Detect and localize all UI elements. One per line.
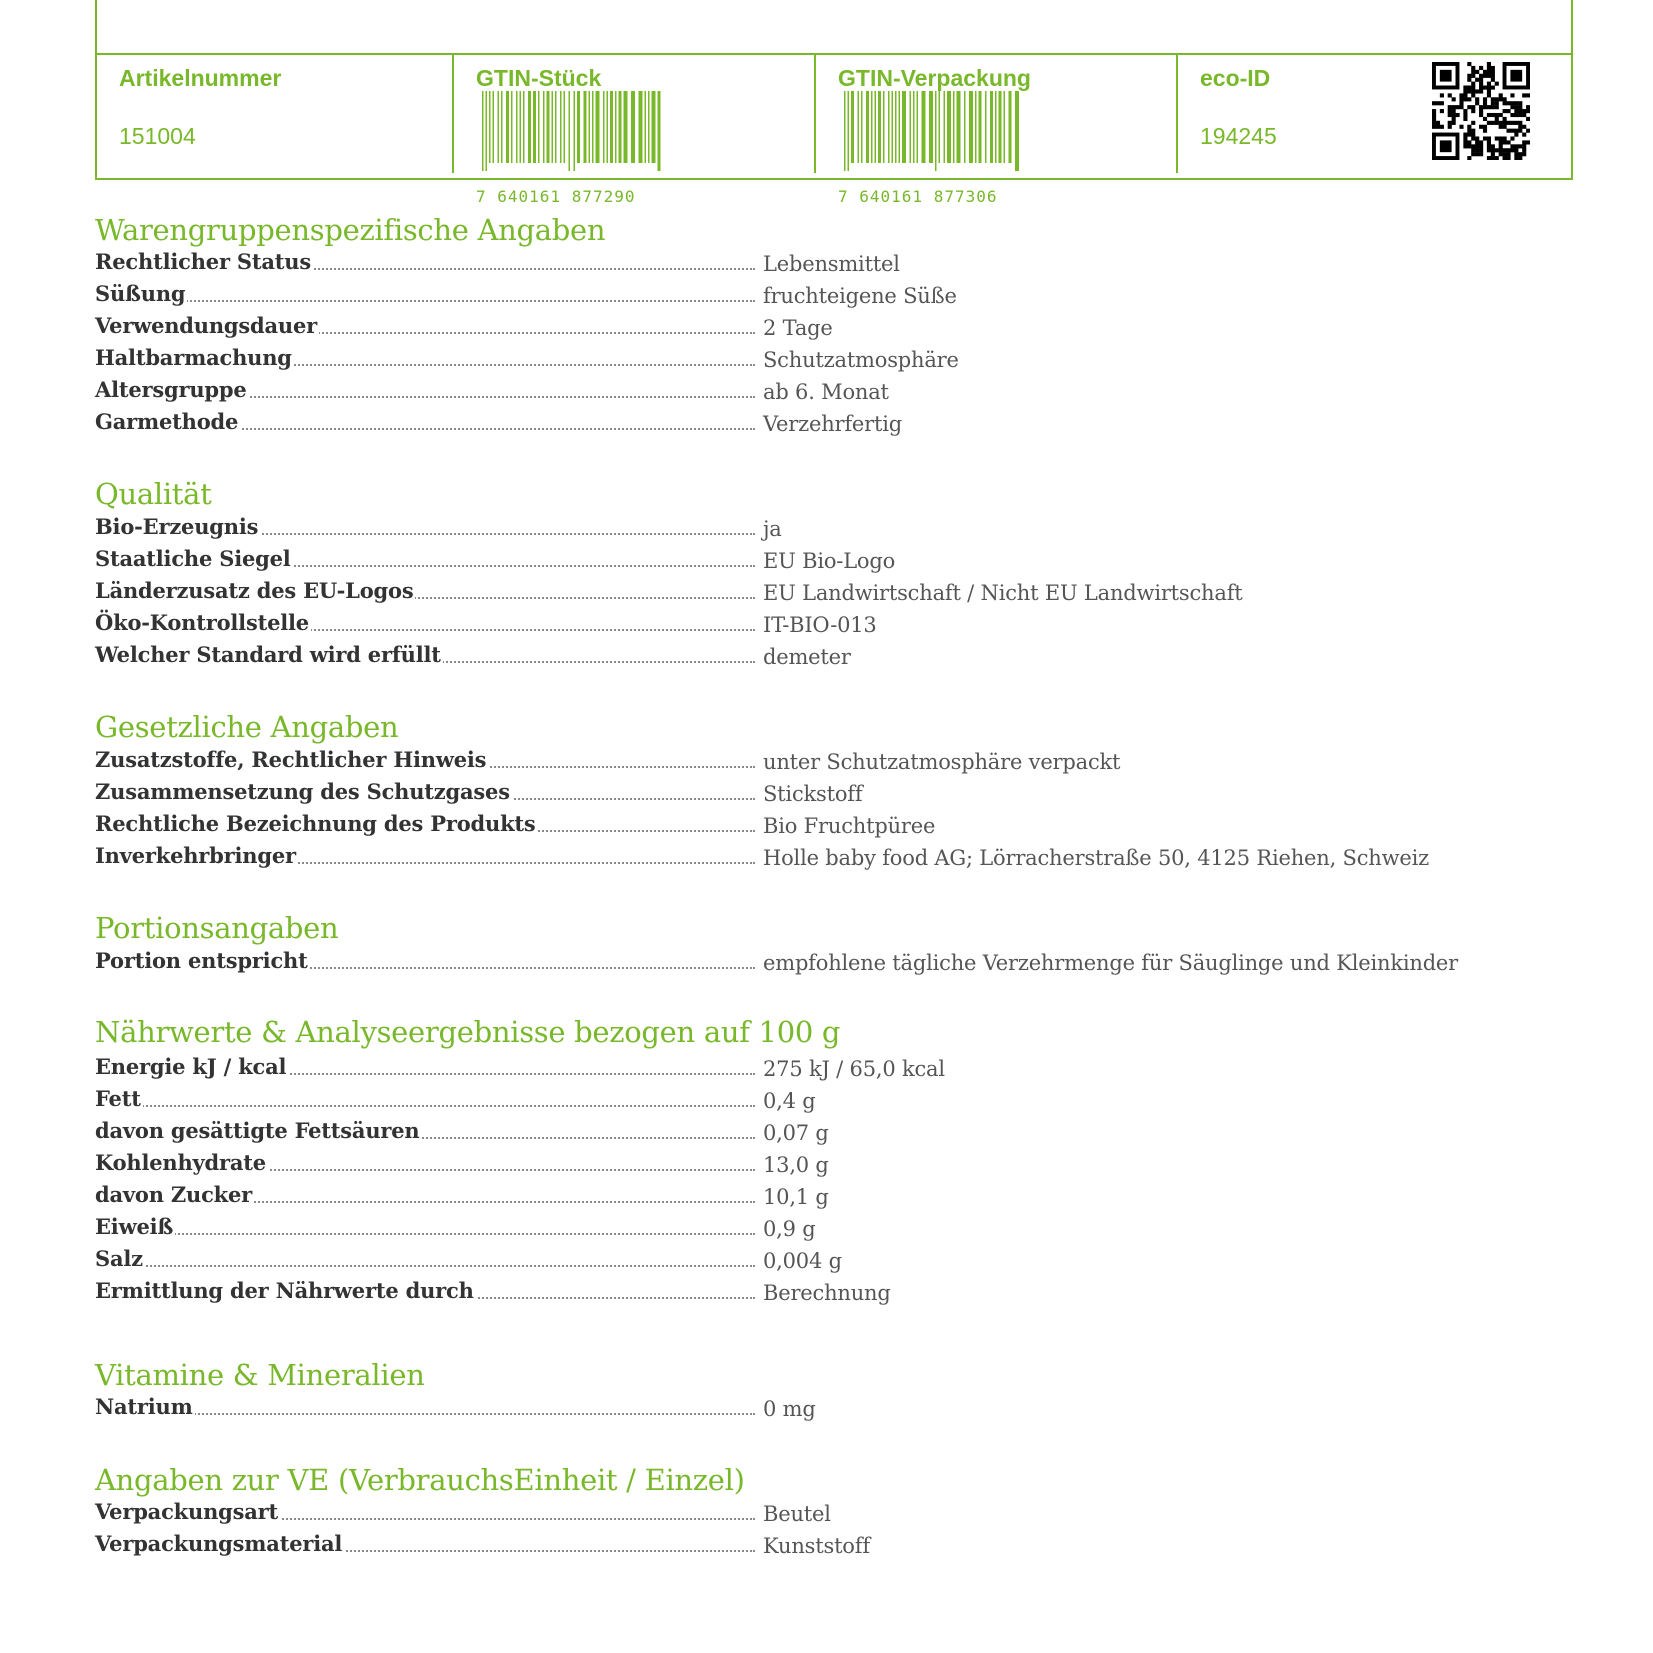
article-number-cell	[97, 55, 452, 178]
attribute-value: 0,4 g	[763, 1089, 816, 1113]
section-title: Angaben zur VE (VerbrauchsEinheit / Einzel)	[95, 1463, 745, 1497]
attribute-label: Natrium	[95, 1394, 193, 1419]
attribute-label: Rechtlicher Status	[95, 249, 311, 274]
attribute-value: 10,1 g	[763, 1185, 829, 1209]
attribute-row	[95, 546, 1573, 578]
attribute-value: IT-BIO-013	[763, 613, 877, 637]
attribute-row	[95, 313, 1573, 345]
attribute-label: davon gesättigte Fettsäuren	[95, 1118, 420, 1143]
attribute-value: EU Landwirtschaft / Nicht EU Landwirtschaft	[763, 581, 1243, 605]
attribute-value: demeter	[763, 645, 851, 669]
attribute-label: Eiweiß	[95, 1214, 174, 1239]
attribute-row	[95, 948, 1573, 980]
attribute-label: Verpackungsmaterial	[95, 1531, 343, 1556]
attribute-row	[95, 642, 1573, 674]
attribute-row	[95, 1531, 1573, 1563]
attribute-label: Zusammensetzung des Schutzgases	[95, 779, 510, 804]
attribute-value: Berechnung	[763, 1281, 891, 1305]
attribute-label: Länderzusatz des EU-Logos	[95, 578, 414, 603]
attribute-row	[95, 811, 1573, 843]
attribute-label: Welcher Standard wird erfüllt	[95, 642, 441, 667]
attribute-value: 0,9 g	[763, 1217, 816, 1241]
article-number-label: Artikelnummer	[119, 65, 282, 91]
attribute-label: Garmethode	[95, 409, 239, 434]
attribute-row	[95, 610, 1573, 642]
attribute-value: ab 6. Monat	[763, 380, 889, 404]
attribute-label: Staatliche Siegel	[95, 546, 291, 571]
attribute-value: ja	[763, 517, 782, 541]
attribute-value: Verzehrfertig	[763, 412, 902, 436]
section-title: Qualität	[95, 477, 212, 511]
section-title: Warengruppenspezifische Angaben	[95, 213, 606, 247]
attribute-row	[95, 1150, 1573, 1182]
gtin-pack-barcode	[838, 91, 1028, 206]
attribute-label: Fett	[95, 1086, 141, 1111]
attribute-label: Süßung	[95, 281, 186, 306]
barcode-bars	[476, 91, 666, 183]
attribute-label: Verpackungsart	[95, 1499, 279, 1524]
attribute-row	[95, 843, 1573, 875]
attribute-value: fruchteigene Süße	[763, 284, 957, 308]
attribute-value: 0,004 g	[763, 1249, 842, 1273]
gtin-piece-cell	[454, 55, 814, 206]
gtin-piece-label: GTIN-Stück	[476, 65, 602, 91]
attribute-row	[95, 345, 1573, 377]
attribute-row	[95, 1118, 1573, 1150]
attribute-value: Bio Fruchtpüree	[763, 814, 936, 838]
attribute-value: Schutzatmosphäre	[763, 348, 959, 372]
attribute-row	[95, 747, 1573, 779]
attribute-value: empfohlene tägliche Verzehrmenge für Säuglinge und Kleinkinder	[763, 951, 1458, 975]
attribute-label: Altersgruppe	[95, 377, 247, 402]
section-title: Nährwerte & Analyseergebnisse bezogen auf 100 g	[95, 1015, 841, 1049]
attribute-row	[95, 1394, 1573, 1426]
attribute-row	[95, 1214, 1573, 1246]
dot-leader	[95, 300, 755, 302]
section-title: Gesetzliche Angaben	[95, 710, 399, 744]
attribute-label: Ermittlung der Nährwerte durch	[95, 1278, 474, 1303]
attribute-row	[95, 1278, 1573, 1310]
gtin-piece-digits: 7 640161 877290	[476, 187, 636, 206]
attribute-row	[95, 578, 1573, 610]
attribute-row	[95, 281, 1573, 313]
attribute-label: Bio-Erzeugnis	[95, 514, 259, 539]
attribute-label: Rechtliche Bezeichnung des Produkts	[95, 811, 536, 836]
attribute-value: 0,07 g	[763, 1121, 829, 1145]
dot-leader	[95, 1105, 755, 1107]
product-id-box	[95, 0, 1573, 206]
attribute-label: Verwendungsdauer	[95, 313, 318, 338]
dot-leader	[95, 1233, 755, 1235]
attribute-label: Energie kJ / kcal	[95, 1054, 287, 1079]
attribute-label: davon Zucker	[95, 1182, 253, 1207]
attribute-value: Holle baby food AG; Lörracherstraße 50, 4125 Riehen, Schweiz	[763, 846, 1429, 870]
article-number-value: 151004	[119, 123, 196, 149]
gtin-pack-digits: 7 640161 877306	[838, 187, 998, 206]
gtin-pack-label: GTIN-Verpackung	[838, 65, 1031, 91]
attribute-label: Salz	[95, 1246, 143, 1271]
attribute-row	[95, 1182, 1573, 1214]
attribute-row	[95, 1499, 1573, 1531]
attribute-value: unter Schutzatmosphäre verpackt	[763, 750, 1121, 774]
eco-id-value: 194245	[1200, 123, 1277, 149]
section-title: Portionsangaben	[95, 911, 339, 945]
attribute-row	[95, 514, 1573, 546]
gtin-pack-cell	[816, 55, 1176, 206]
attribute-label: Inverkehrbringer	[95, 843, 296, 868]
attribute-value: Lebensmittel	[763, 252, 900, 276]
dot-leader	[95, 1265, 755, 1267]
attribute-value: Kunststoff	[763, 1534, 870, 1558]
attribute-value: 275 kJ / 65,0 kcal	[763, 1057, 945, 1081]
section-title: Vitamine & Mineralien	[95, 1358, 425, 1392]
attribute-value: Beutel	[763, 1502, 831, 1526]
attribute-row	[95, 779, 1573, 811]
attribute-label: Zusatzstoffe, Rechtlicher Hinweis	[95, 747, 487, 772]
gtin-piece-barcode	[476, 91, 666, 206]
attribute-value: 0 mg	[763, 1397, 816, 1421]
attribute-row	[95, 249, 1573, 281]
barcode-bars	[838, 91, 1028, 183]
attribute-label: Öko-Kontrollstelle	[95, 610, 309, 635]
attribute-label: Portion entspricht	[95, 948, 308, 973]
attribute-row	[95, 377, 1573, 409]
attribute-value: EU Bio-Logo	[763, 549, 896, 573]
attribute-row	[95, 409, 1573, 441]
attribute-label: Kohlenhydrate	[95, 1150, 266, 1175]
qr-code-icon	[1432, 62, 1530, 160]
attribute-label: Haltbarmachung	[95, 345, 292, 370]
attribute-row	[95, 1086, 1573, 1118]
attribute-value: 13,0 g	[763, 1153, 829, 1177]
attribute-row	[95, 1054, 1573, 1086]
attribute-row	[95, 1246, 1573, 1278]
eco-id-label: eco-ID	[1200, 65, 1271, 91]
attribute-value: Stickstoff	[763, 782, 863, 806]
attribute-value: 2 Tage	[763, 316, 833, 340]
